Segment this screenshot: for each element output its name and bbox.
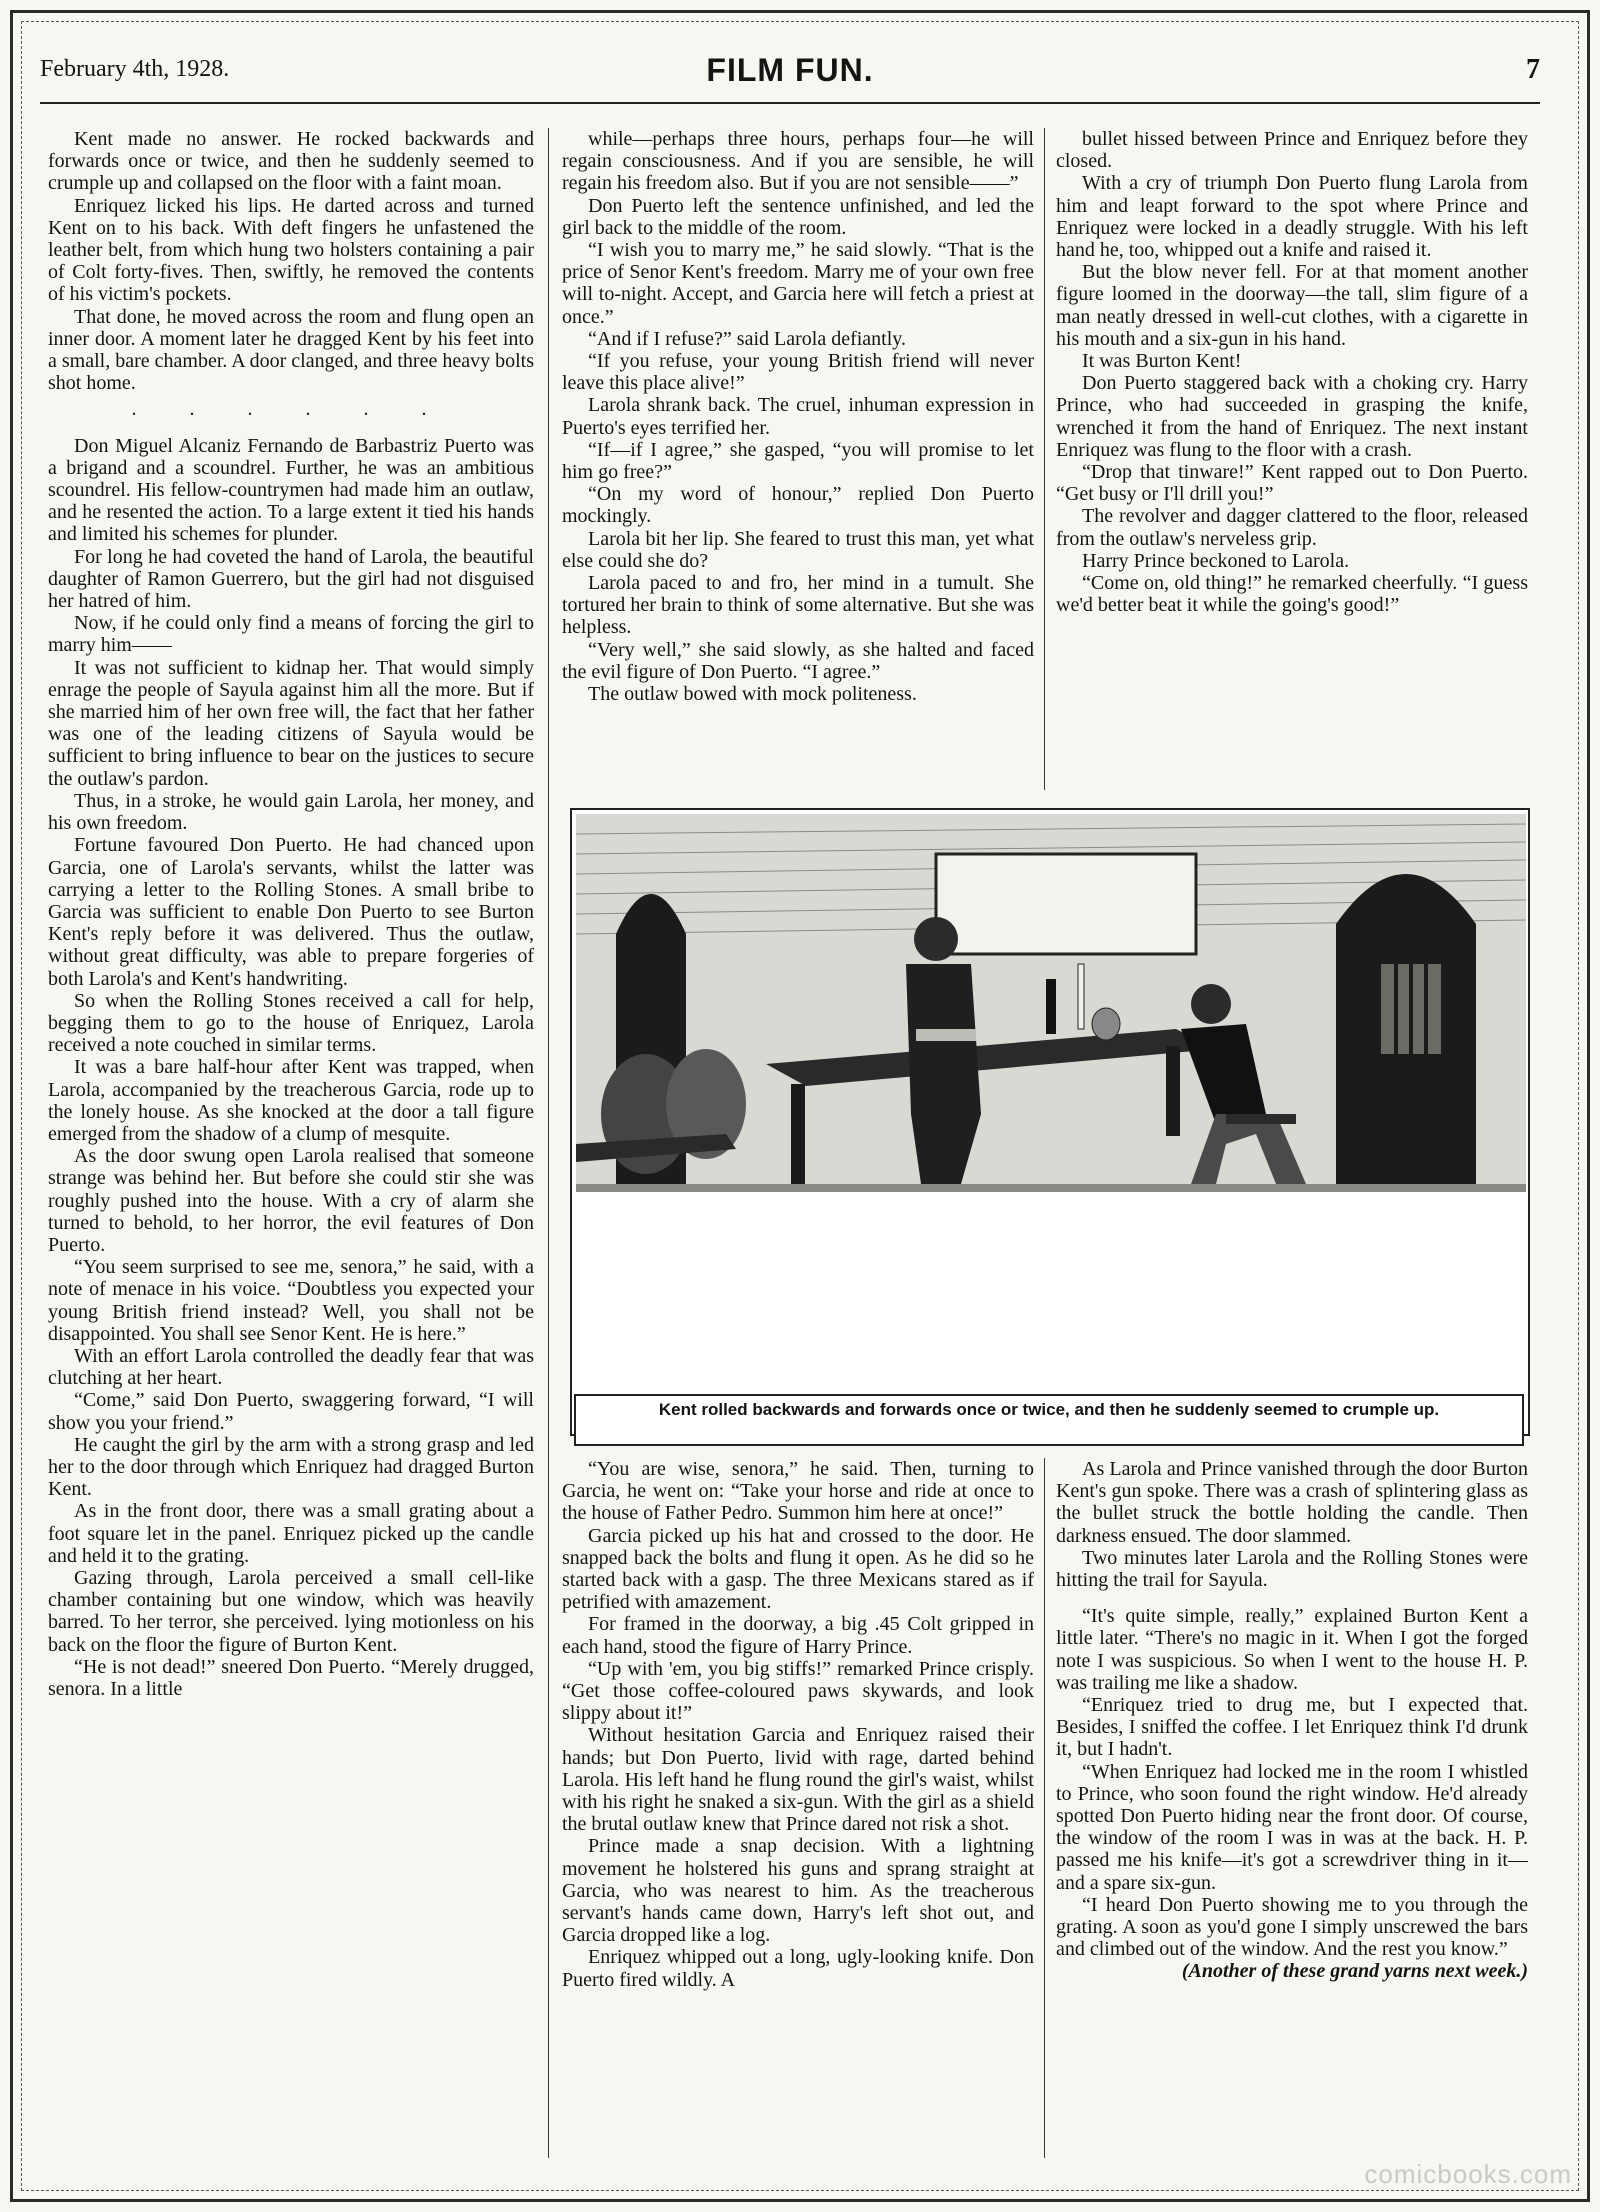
watermark: comicbooks.com [1364, 2159, 1572, 2189]
paragraph: As in the front door, there was a small grating about a foot square let in the panel. Enriquez picked up the candle and held it to the grating. [48, 1500, 534, 1567]
paragraph: Enriquez whipped out a long, ugly-looking knife. Don Puerto fired wildly. A [562, 1946, 1034, 1991]
paragraph: “Drop that tinware!” Kent rapped out to Don Puerto. “Get busy or I'll drill you!” [1056, 461, 1528, 506]
paragraph: The revolver and dagger clattered to the floor, released from the outlaw's nerveless grip. [1056, 505, 1528, 550]
story-column-3-top [1056, 128, 1528, 790]
paragraph: “On my word of honour,” replied Don Puerto mockingly. [562, 483, 1034, 528]
paragraph: while—perhaps three hours, perhaps four—he will regain consciousness. And if you are sensible, he will regain his freedom also. But if you are not sensible——” [562, 128, 1034, 195]
paragraph: Kent made no answer. He rocked backwards and forwards once or twice, and then he suddenly seemed to crumple up and collapsed on the floor with a faint moan. [48, 128, 534, 195]
paragraph: Don Miguel Alcaniz Fernando de Barbastriz Puerto was a brigand and a scoundrel. Further, he was an ambitious scoundrel. His fellow-countrymen had made him an outlaw, and he resented the action. To a large extent it tied his hands and limited his schemes for plunder. [48, 434, 534, 546]
story-column-2-bottom [562, 1458, 1034, 2158]
paragraph: Thus, in a stroke, he would gain Larola, her money, and his own freedom. [48, 789, 534, 835]
paragraph: The outlaw bowed with mock politeness. [588, 683, 917, 706]
header-rule [40, 102, 1540, 104]
paragraph: “Very well,” she said slowly, as she halted and faced the evil figure of Don Puerto. “I agree.” [562, 638, 1034, 683]
paragraph: “And if I refuse?” said Larola defiantly. [588, 327, 906, 350]
page-header [40, 52, 1540, 92]
paragraph: Now, if he could only find a means of forcing the girl to marry him—— [48, 612, 534, 657]
illustration-drawing [576, 814, 1526, 1192]
paragraph: “You seem surprised to see me, senora,” he said, with a note of menace in his voice. “Doubtless you expected your young British friend instead? Well, you shall not be disappointed. You shall see Senor Kent. He is here.” [48, 1256, 534, 1345]
story-column-2-top [562, 128, 1034, 790]
column-rule [1044, 128, 1045, 790]
paragraph: “It's quite simple, really,” explained Burton Kent a little later. “There's no magic in it. When I got the forged note I was suspicious. So when I went to the house H. P. was trailing me like a shadow. [1056, 1605, 1528, 1694]
page-number: 7 [1526, 54, 1540, 85]
story-illustration [570, 808, 1530, 1436]
illustration-caption: Kent rolled backwards and forwards once or twice, and then he suddenly seemed to crumple up. [574, 1394, 1524, 1446]
paragraph: Without hesitation Garcia and Enriquez raised their hands; but Don Puerto, livid with rage, darted behind Larola. His left hand he flung round the girl's waist, whilst with his right he snaked a six-gun. With the girl as a shield the brutal outlaw knew that Prince dared not risk a shot. [562, 1724, 1034, 1836]
column-rule [548, 128, 549, 2158]
story-column-3-bottom [1056, 1458, 1528, 2158]
paragraph: “Come on, old thing!” he remarked cheerfully. “I guess we'd better beat it while the going's good!” [1056, 572, 1528, 617]
paragraph: “He is not dead!” sneered Don Puerto. “Merely drugged, senora. In a little [48, 1655, 534, 1701]
paragraph: For framed in the doorway, a big .45 Colt gripped in each hand, stood the figure of Harry Prince. [562, 1613, 1034, 1658]
paragraph: But the blow never fell. For at that moment another figure loomed in the doorway—the tall, slim figure of a man neatly dressed in well-cut clothes, with a cigarette in his mouth and a six-gun in his hand. [1056, 261, 1528, 350]
paragraph: Gazing through, Larola perceived a small cell-like chamber containing but one window, which was heavily barred. To her terror, she perceived. lying motionless on his back on the floor the figure of Burton Kent. [48, 1567, 534, 1656]
paragraph: It was a bare half-hour after Kent was trapped, when Larola, accompanied by the treacherous Garcia, rode up to the lonely house. As she knocked at the door a tall figure emerged from the shadow of a clump of mesquite. [48, 1056, 534, 1145]
magazine-title: FILM FUN. [706, 52, 874, 88]
column-rule [1044, 1458, 1045, 2158]
paragraph: Larola paced to and fro, her mind in a tumult. She tortured her brain to think of some alternative. But she was helpless. [562, 572, 1034, 639]
paragraph: “Up with 'em, you big stiffs!” remarked Prince crisply. “Get those coffee-coloured paws skywards, and look slippy about it!” [562, 1657, 1034, 1725]
paragraph: Garcia picked up his hat and crossed to the door. He snapped back the bolts and flung it open. As he did so he started back with a gasp. The three Mexicans stared as if petrified with amazement. [562, 1524, 1034, 1614]
paragraph: Fortune favoured Don Puerto. He had chanced upon Garcia, one of Larola's servants, whilst the latter was carrying a letter to the Rolling Stones. A small bribe to Garcia was sufficient to enable Don Puerto to see Burton Kent's reply before it was delivered. Thus the outlaw, without great difficulty, was able to prepare forgeries of both Larola's and Kent's handwriting. [48, 834, 534, 990]
paragraph: Don Puerto staggered back with a choking cry. Harry Prince, who had succeeded in grasping the knife, wrenched it from the hand of Enriquez. The next instant Enriquez was flung to the floor with a crash. [1056, 372, 1528, 461]
paragraph: Don Puerto left the sentence unfinished, and led the girl back to the middle of the room. [562, 194, 1034, 239]
paragraph: With a cry of triumph Don Puerto flung Larola from him and leapt forward to the spot where Prince and Enriquez were locked in a deadly struggle. With his left hand he, too, whipped out a knife and raised it. [1056, 172, 1528, 262]
paragraph: “If—if I agree,” she gasped, “you will promise to let him go free?” [562, 438, 1034, 484]
paragraph: “When Enriquez had locked me in the room I whistled to Prince, who soon found the right window. He'd already spotted Don Puerto hiding near the front door. Of course, the window of the room I was in was at the back. H. P. passed me his knife—it's got a screwdriver thing in it—and a spare six-gun. [1056, 1760, 1528, 1894]
paragraph: As Larola and Prince vanished through the door Burton Kent's gun spoke. There was a crash of splintering glass as the bullet struck the bottle holding the candle. Then darkness ensued. The door slammed. [1056, 1458, 1528, 1547]
paragraph: “If you refuse, your young British friend will never leave this place alive!” [562, 350, 1034, 395]
paragraph: For long he had coveted the hand of Larola, the beautiful daughter of Ramon Guerrero, but the girl had not disguised her hatred of him. [48, 545, 534, 613]
paragraph: So when the Rolling Stones received a call for help, begging them to go to the house of Enriquez, Larola received a note couched in similar terms. [48, 989, 534, 1057]
paragraph: That done, he moved across the room and flung open an inner door. A moment later he dragged Kent by his feet into a small, bare chamber. A door clanged, and three heavy bolts shot home. [48, 305, 534, 395]
issue-date: February 4th, 1928. [40, 56, 230, 82]
paragraph: “You are wise, senora,” he said. Then, turning to Garcia, he went on: “Take your horse and ride at once to the house of Father Pedro. Summon him here at once!” [562, 1458, 1034, 1525]
paragraph: Two minutes later Larola and the Rolling Stones were hitting the trail for Sayula. [1056, 1546, 1528, 1592]
next-week-notice: (Another of these grand yarns next week.) [1181, 1960, 1528, 1983]
paragraph: bullet hissed between Prince and Enriquez before they closed. [1056, 128, 1528, 173]
paragraph: Larola bit her lip. She feared to trust this man, yet what else could she do? [562, 527, 1034, 572]
paragraph: Larola shrank back. The cruel, inhuman expression in Puerto's eyes terrified her. [562, 394, 1034, 439]
paragraph: “I heard Don Puerto showing me to you through the grating. A soon as you'd gone I simply unscrewed the bars and climbed out of the window. And the rest you know.” [1056, 1893, 1528, 1961]
paragraph: With an effort Larola controlled the deadly fear that was clutching at her heart. [48, 1344, 534, 1390]
paragraph: “Enriquez tried to drug me, but I expected that. Besides, I sniffed the coffee. I let Enriquez think I'd drunk it, but I hadn't. [1056, 1694, 1528, 1761]
paragraph: “Come,” said Don Puerto, swaggering forward, “I will show you your friend.” [48, 1389, 534, 1434]
paragraph: Enriquez licked his lips. He darted across and turned Kent on to his back. With deft fingers he unfastened the leather belt, from which hung two holsters containing a pair of Colt forty-fives. Then, swiftly, he removed the contents of his victim's pockets. [48, 194, 534, 306]
story-column-1 [48, 128, 534, 2138]
section-break: . . . . . . [131, 398, 451, 421]
paragraph: As the door swung open Larola realised that someone strange was behind her. But before she could stir she was roughly pushed into the house. With a cry of alarm she turned to behold, to her horror, the evil features of Don Puerto. [48, 1145, 534, 1256]
paragraph: “I wish you to marry me,” he said slowly. “That is the price of Senor Kent's freedom. Marry me of your own free will to-night. Accept, and Garcia here will fetch a priest at once.” [562, 239, 1034, 328]
paragraph: Harry Prince beckoned to Larola. [1082, 549, 1350, 572]
paragraph: Prince made a snap decision. With a lightning movement he holstered his guns and sprang straight at Garcia, who was nearest to him. As the treacherous servant's hands came down, Harry's left shot out, and Garcia dropped like a log. [562, 1835, 1034, 1947]
paragraph: It was not sufficient to kidnap her. That would simply enrage the people of Sayula against him all the more. But if she married him of her own free will, the fact that her father was one of the leading citizens of Sayula would be sufficient to bring influence to bear on the justices to secure the outlaw's pardon. [48, 656, 534, 790]
paragraph: It was Burton Kent! [1082, 350, 1242, 373]
paragraph: He caught the girl by the arm with a strong grasp and led her to the door through which Enriquez had dragged Burton Kent. [48, 1433, 534, 1501]
